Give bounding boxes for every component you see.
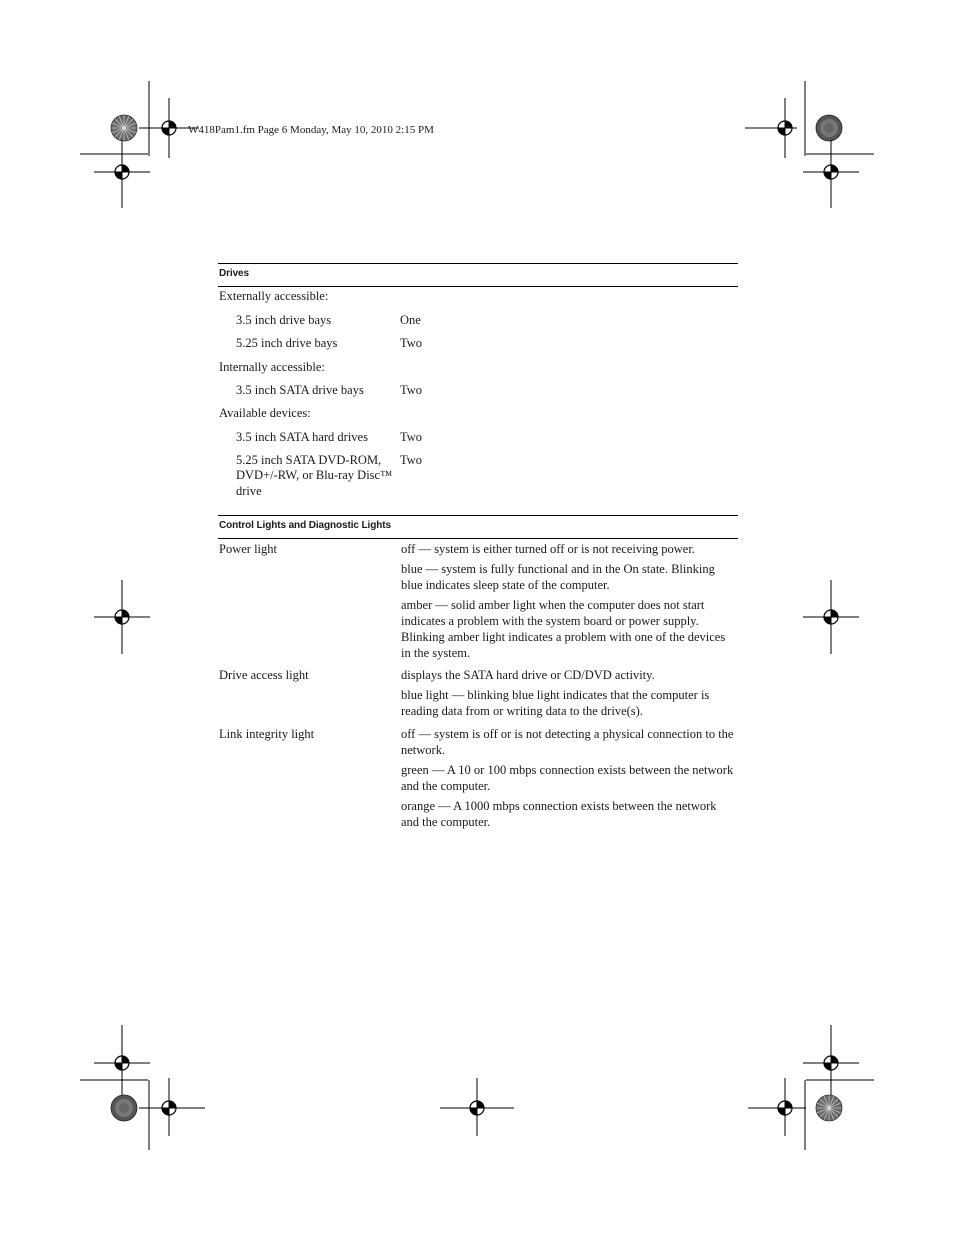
- lights-heading: Control Lights and Diagnostic Lights: [219, 520, 391, 531]
- bay35-value: One: [400, 313, 421, 327]
- lights-heading-row: [218, 515, 738, 539]
- power-off-desc: off — system is either turned off or is not receiving power.: [401, 542, 695, 556]
- drives-table: [218, 287, 738, 515]
- power-blue-desc: blue — system is fully functional and in the On state. Blinking blue indicates sleep state of the computer.: [401, 562, 715, 592]
- power-light-label: Power light: [219, 542, 277, 556]
- link-integrity-label: Link integrity light: [219, 727, 315, 741]
- bay525-label: 5.25 inch drive bays: [236, 336, 338, 350]
- sata-bay-label: 3.5 inch SATA drive bays: [236, 383, 364, 397]
- link-off-desc: off — system is off or is not detecting a physical connection to the network.: [401, 727, 734, 757]
- optical-label-line2: DVD+/-RW, or Blu-ray Disc™: [236, 468, 393, 482]
- link-green-desc: green — A 10 or 100 mbps connection exists between the network and the computer.: [401, 763, 734, 793]
- available-label: Available devices:: [219, 406, 311, 420]
- hdd-label: 3.5 inch SATA hard drives: [236, 430, 368, 444]
- external-label: Externally accessible:: [219, 289, 329, 303]
- link-orange-desc: orange — A 1000 mbps connection exists between the network and the computer.: [401, 799, 717, 829]
- drives-heading-row: [218, 263, 738, 287]
- bay525-value: Two: [400, 336, 423, 350]
- file-info-header: W418Pam1.fm Page 6 Monday, May 10, 2010 2:15 PM: [188, 124, 434, 136]
- drive-access-label: Drive access light: [219, 668, 309, 682]
- power-amber-desc: amber — solid amber light when the computer does not start indicates a problem with the system board or power supply. Blinking amber light indicates a problem with one of the devices in the system.: [401, 598, 726, 660]
- optical-value: Two: [400, 453, 423, 467]
- optical-label-line1: 5.25 inch SATA DVD-ROM,: [236, 453, 382, 467]
- optical-label-line3: drive: [236, 484, 262, 498]
- drive-access-desc: displays the SATA hard drive or CD/DVD activity.: [401, 668, 655, 682]
- spec-content: [218, 263, 738, 839]
- internal-label: Internally accessible:: [219, 360, 325, 374]
- hdd-value: Two: [400, 430, 423, 444]
- drives-heading: Drives: [219, 268, 249, 279]
- drive-blue-desc: blue light — blinking blue light indicates that the computer is reading data from or writing data to the drive(s).: [401, 688, 710, 718]
- bay35-label: 3.5 inch drive bays: [236, 313, 332, 327]
- lights-table: [218, 539, 738, 839]
- sata-bay-value: Two: [400, 383, 423, 397]
